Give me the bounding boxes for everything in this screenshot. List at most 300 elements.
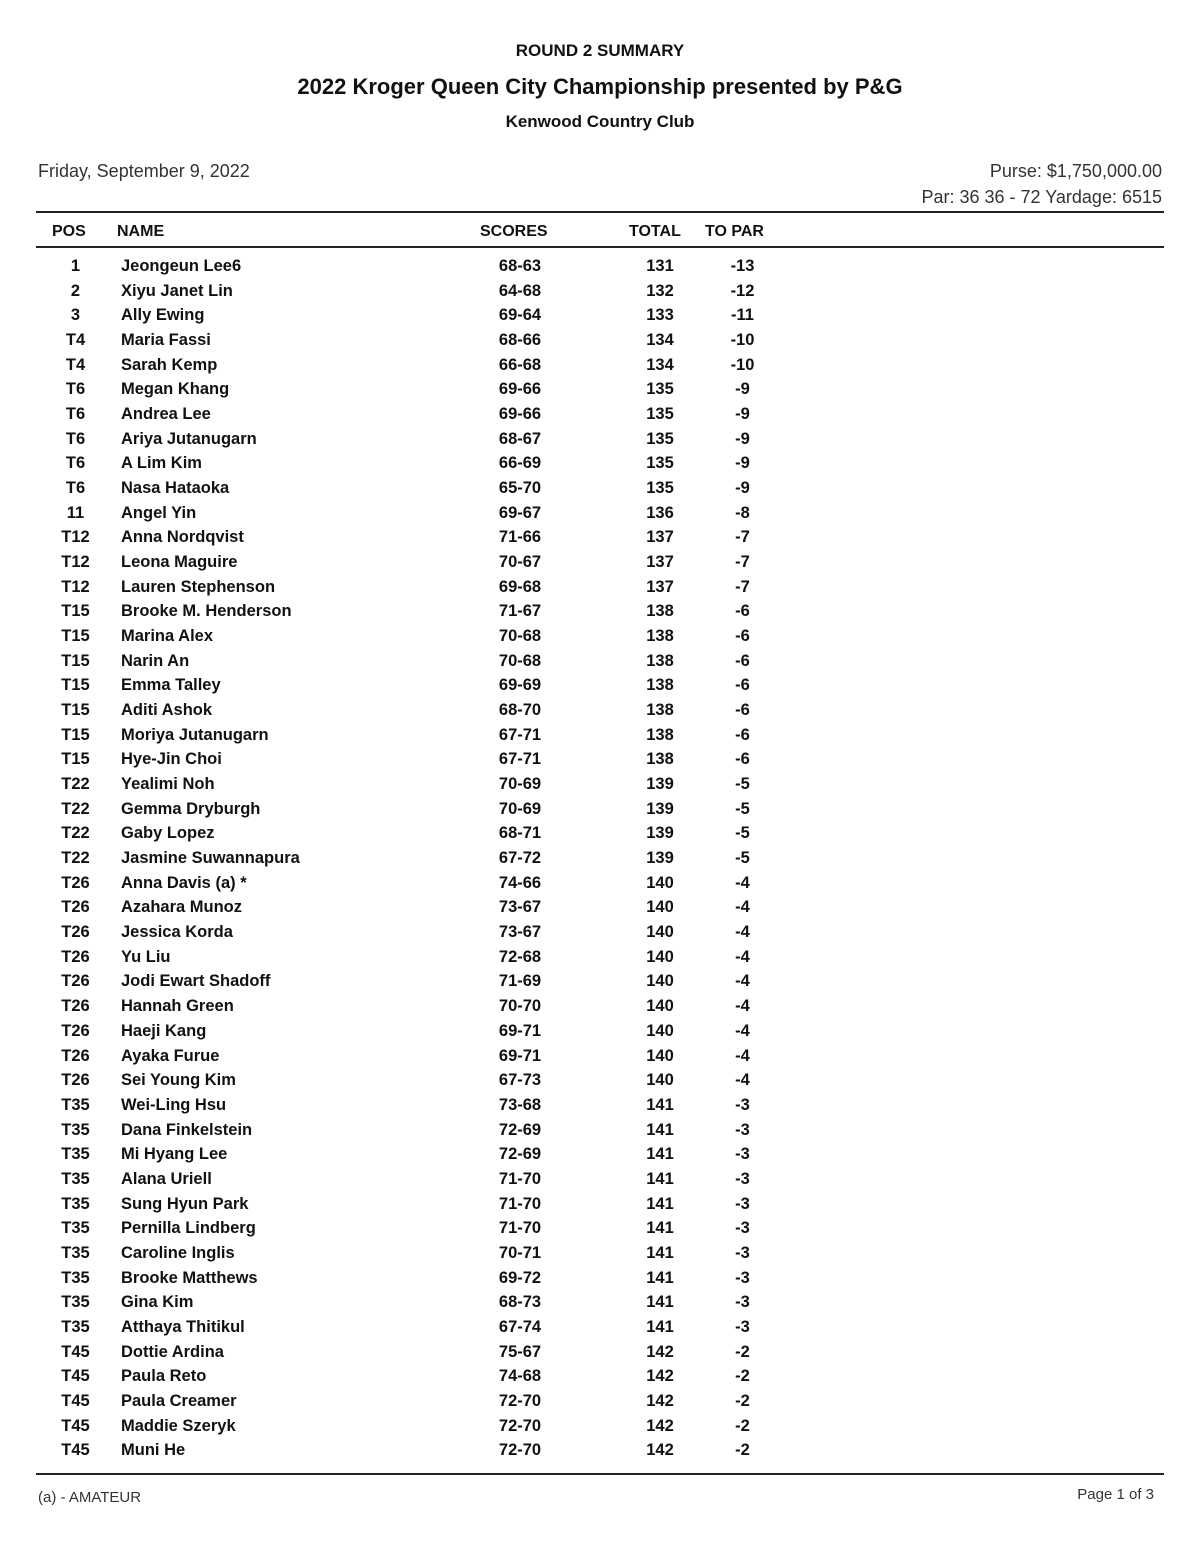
row-scores: 71-69: [498, 972, 542, 991]
row-to-par: -11: [731, 306, 754, 325]
table-row: [0, 971, 1200, 996]
row-total: 138: [646, 651, 674, 670]
table-row: [0, 1070, 1200, 1095]
row-pos: T45: [61, 1342, 90, 1361]
row-name: Wei-Ling Hsu: [121, 1095, 227, 1114]
header-divider: [36, 246, 1164, 248]
table-row: [0, 725, 1200, 750]
row-to-par: -3: [735, 1145, 750, 1164]
table-row: [0, 1095, 1200, 1120]
row-name: Leona Maguire: [121, 553, 238, 572]
row-to-par: -4: [735, 1021, 750, 1040]
row-total: 134: [646, 331, 674, 350]
table-row: [0, 799, 1200, 824]
row-total: 138: [646, 676, 674, 695]
row-to-par: -3: [735, 1169, 750, 1188]
row-total: 136: [646, 503, 674, 522]
row-to-par: -9: [735, 454, 750, 473]
row-name: Aditi Ashok: [121, 701, 213, 720]
row-scores: 72-68: [498, 947, 542, 966]
row-to-par: -3: [735, 1120, 750, 1139]
row-pos: T26: [61, 1071, 90, 1090]
table-row: [0, 1120, 1200, 1145]
row-pos: T4: [65, 355, 86, 374]
row-pos: T15: [61, 725, 90, 744]
row-pos: T15: [61, 627, 90, 646]
leaderboard-table: [0, 256, 1200, 1465]
row-scores: 71-70: [498, 1219, 542, 1238]
row-to-par: -7: [735, 577, 750, 596]
row-scores: 72-70: [498, 1391, 542, 1410]
table-row: [0, 429, 1200, 454]
row-total: 140: [646, 947, 674, 966]
row-total: 142: [646, 1391, 674, 1410]
column-header-to-par: TO PAR: [705, 223, 764, 240]
row-total: 142: [646, 1367, 674, 1386]
row-pos: T6: [65, 454, 86, 473]
row-scores: 67-72: [498, 849, 542, 868]
row-pos: T12: [61, 528, 90, 547]
row-scores: 71-70: [498, 1194, 542, 1213]
row-pos: T26: [61, 1046, 90, 1065]
row-to-par: -3: [735, 1293, 750, 1312]
table-row: [0, 897, 1200, 922]
row-name: Brooke Matthews: [121, 1268, 258, 1287]
row-to-par: -5: [735, 775, 750, 794]
row-name: Jodi Ewart Shadoff: [121, 972, 271, 991]
row-total: 140: [646, 923, 674, 942]
row-to-par: -2: [735, 1441, 750, 1460]
row-name: Alana Uriell: [121, 1169, 212, 1188]
column-header-pos: POS: [52, 223, 86, 240]
row-pos: T15: [61, 602, 90, 621]
row-pos: 2: [70, 281, 81, 300]
row-to-par: -3: [735, 1317, 750, 1336]
table-row: [0, 823, 1200, 848]
row-scores: 75-67: [498, 1342, 542, 1361]
row-total: 139: [646, 824, 674, 843]
row-pos: T15: [61, 651, 90, 670]
row-name: Andrea Lee: [121, 405, 211, 424]
row-pos: T45: [61, 1416, 90, 1435]
row-pos: T22: [61, 849, 90, 868]
row-to-par: -7: [735, 553, 750, 572]
row-name: Jasmine Suwannapura: [121, 849, 300, 868]
row-total: 137: [646, 553, 674, 572]
row-scores: 69-64: [498, 306, 542, 325]
row-pos: T22: [61, 799, 90, 818]
row-total: 137: [646, 577, 674, 596]
row-name: Gina Kim: [121, 1293, 194, 1312]
table-row: [0, 1144, 1200, 1169]
row-scores: 72-70: [498, 1416, 542, 1435]
row-total: 141: [646, 1095, 674, 1114]
amateur-footnote: (a) - AMATEUR: [38, 1489, 142, 1506]
row-pos: T35: [61, 1219, 90, 1238]
purse: Purse: $1,750,000.00: [989, 161, 1162, 181]
row-to-par: -4: [735, 947, 750, 966]
row-total: 138: [646, 725, 674, 744]
row-pos: T26: [61, 947, 90, 966]
row-pos: T26: [61, 972, 90, 991]
row-scores: 70-69: [498, 775, 542, 794]
column-header-row: [0, 223, 1200, 243]
row-to-par: -12: [730, 281, 755, 300]
row-scores: 69-71: [498, 1021, 542, 1040]
row-pos: T6: [65, 479, 86, 498]
row-total: 141: [646, 1317, 674, 1336]
row-name: Ariya Jutanugarn: [121, 429, 257, 448]
table-row: [0, 1391, 1200, 1416]
row-name: Dottie Ardina: [121, 1342, 224, 1361]
row-scores: 72-69: [498, 1145, 542, 1164]
row-total: 140: [646, 997, 674, 1016]
row-to-par: -4: [735, 972, 750, 991]
row-name: Lauren Stephenson: [121, 577, 276, 596]
row-to-par: -8: [735, 503, 750, 522]
row-total: 139: [646, 775, 674, 794]
table-row: [0, 552, 1200, 577]
column-header-name: NAME: [117, 223, 165, 240]
row-scores: 69-66: [498, 380, 542, 399]
row-name: Jessica Korda: [121, 923, 233, 942]
row-to-par: -6: [735, 627, 750, 646]
row-scores: 69-72: [498, 1268, 542, 1287]
row-scores: 68-67: [498, 429, 542, 448]
row-name: Brooke M. Henderson: [121, 602, 292, 621]
table-row: [0, 1194, 1200, 1219]
table-row: [0, 848, 1200, 873]
row-total: 141: [646, 1120, 674, 1139]
row-to-par: -13: [730, 257, 755, 275]
row-name: Sung Hyun Park: [121, 1194, 249, 1213]
row-name: Sei Young Kim: [121, 1071, 236, 1090]
row-to-par: -4: [735, 1071, 750, 1090]
table-row: [0, 1169, 1200, 1194]
row-total: 135: [646, 380, 674, 399]
row-to-par: -3: [735, 1194, 750, 1213]
row-to-par: -10: [730, 355, 755, 374]
row-pos: T35: [61, 1095, 90, 1114]
row-total: 139: [646, 799, 674, 818]
row-scores: 73-67: [498, 898, 542, 917]
row-total: 141: [646, 1169, 674, 1188]
row-to-par: -2: [735, 1367, 750, 1386]
table-row: [0, 1342, 1200, 1367]
table-row: [0, 281, 1200, 306]
row-name: Gaby Lopez: [121, 824, 215, 843]
row-scores: 64-68: [498, 281, 542, 300]
row-name: Nasa Hataoka: [121, 479, 230, 498]
row-pos: T22: [61, 824, 90, 843]
row-scores: 68-66: [498, 331, 542, 350]
row-to-par: -6: [735, 651, 750, 670]
table-row: [0, 1292, 1200, 1317]
row-scores: 74-66: [498, 873, 542, 892]
row-name: Hannah Green: [121, 997, 234, 1016]
table-row: [0, 404, 1200, 429]
row-total: 140: [646, 1071, 674, 1090]
row-pos: T22: [61, 775, 90, 794]
row-name: Gemma Dryburgh: [121, 799, 261, 818]
row-to-par: -9: [735, 380, 750, 399]
row-scores: 70-69: [498, 799, 542, 818]
row-total: 135: [646, 429, 674, 448]
row-to-par: -4: [735, 898, 750, 917]
row-name: Jeongeun Lee6: [121, 257, 242, 275]
table-row: [0, 651, 1200, 676]
row-name: A Lim Kim: [121, 454, 202, 473]
table-row: [0, 1440, 1200, 1465]
row-to-par: -7: [735, 528, 750, 547]
row-name: Ayaka Furue: [121, 1046, 220, 1065]
row-name: Megan Khang: [121, 380, 230, 399]
round-date: Friday, September 9, 2022: [38, 161, 250, 181]
row-to-par: -5: [735, 824, 750, 843]
row-total: 141: [646, 1145, 674, 1164]
row-name: Azahara Munoz: [121, 898, 243, 917]
row-total: 140: [646, 972, 674, 991]
row-total: 138: [646, 750, 674, 769]
table-row: [0, 700, 1200, 725]
row-pos: T12: [61, 553, 90, 572]
table-row: [0, 1366, 1200, 1391]
table-row: [0, 675, 1200, 700]
row-to-par: -6: [735, 701, 750, 720]
row-name: Anna Davis (a) *: [121, 873, 247, 892]
row-scores: 67-73: [498, 1071, 542, 1090]
row-pos: T12: [61, 577, 90, 596]
row-name: Marina Alex: [121, 627, 214, 646]
row-to-par: -4: [735, 997, 750, 1016]
row-total: 142: [646, 1441, 674, 1460]
table-row: [0, 774, 1200, 799]
row-name: Yealimi Noh: [121, 775, 215, 794]
row-total: 138: [646, 602, 674, 621]
row-name: Haeji Kang: [121, 1021, 207, 1040]
row-scores: 65-70: [498, 479, 542, 498]
row-scores: 70-70: [498, 997, 542, 1016]
par-yardage: Par: 36 36 - 72 Yardage: 6515: [921, 187, 1162, 207]
table-row: [0, 1218, 1200, 1243]
row-to-par: -10: [730, 331, 755, 350]
row-pos: T4: [65, 331, 86, 350]
row-to-par: -6: [735, 602, 750, 621]
row-scores: 68-73: [498, 1293, 542, 1312]
row-scores: 67-74: [498, 1317, 542, 1336]
row-pos: T26: [61, 898, 90, 917]
row-scores: 71-70: [498, 1169, 542, 1188]
row-pos: T26: [61, 873, 90, 892]
row-name: Yu Liu: [121, 947, 171, 966]
row-total: 135: [646, 479, 674, 498]
top-divider: [36, 211, 1164, 213]
row-pos: 11: [66, 503, 85, 522]
row-scores: 66-68: [498, 355, 542, 374]
row-to-par: -9: [735, 405, 750, 424]
table-row: [0, 503, 1200, 528]
table-row: [0, 1243, 1200, 1268]
row-pos: 3: [70, 306, 81, 325]
row-scores: 69-67: [498, 503, 542, 522]
row-scores: 72-69: [498, 1120, 542, 1139]
row-name: Xiyu Janet Lin: [121, 281, 233, 300]
event-title: 2022 Kroger Queen City Championship presented by P&G: [297, 74, 903, 99]
row-scores: 68-71: [498, 824, 542, 843]
row-name: Emma Talley: [121, 676, 221, 695]
row-scores: 73-67: [498, 923, 542, 942]
row-total: 141: [646, 1268, 674, 1287]
row-to-par: -5: [735, 799, 750, 818]
course-name: Kenwood Country Club: [505, 112, 695, 131]
row-name: Ally Ewing: [121, 306, 205, 325]
column-header-total: TOTAL: [629, 223, 681, 240]
row-scores: 68-70: [498, 701, 542, 720]
row-total: 140: [646, 873, 674, 892]
row-scores: 70-67: [498, 553, 542, 572]
row-total: 141: [646, 1219, 674, 1238]
row-to-par: -2: [735, 1416, 750, 1435]
row-pos: T6: [65, 380, 86, 399]
row-scores: 71-67: [498, 602, 542, 621]
table-row: [0, 749, 1200, 774]
row-scores: 74-68: [498, 1367, 542, 1386]
row-total: 135: [646, 405, 674, 424]
row-to-par: -4: [735, 1046, 750, 1065]
row-scores: 72-70: [498, 1441, 542, 1460]
row-to-par: -3: [735, 1095, 750, 1114]
row-to-par: -4: [735, 873, 750, 892]
row-to-par: -9: [735, 479, 750, 498]
row-scores: 69-69: [498, 676, 542, 695]
table-row: [0, 256, 1200, 281]
row-name: Muni He: [121, 1441, 186, 1460]
row-total: 134: [646, 355, 674, 374]
row-scores: 69-71: [498, 1046, 542, 1065]
page-number: Page 1 of 3: [1077, 1486, 1154, 1503]
row-pos: T6: [65, 405, 86, 424]
row-scores: 67-71: [498, 750, 542, 769]
row-name: Angel Yin: [121, 503, 197, 522]
row-total: 141: [646, 1293, 674, 1312]
row-name: Mi Hyang Lee: [121, 1145, 228, 1164]
row-total: 139: [646, 849, 674, 868]
row-pos: T15: [61, 676, 90, 695]
row-total: 140: [646, 1021, 674, 1040]
row-pos: T35: [61, 1145, 90, 1164]
row-to-par: -6: [735, 676, 750, 695]
row-pos: T45: [61, 1441, 90, 1460]
row-pos: T6: [65, 429, 86, 448]
row-to-par: -2: [735, 1391, 750, 1410]
row-total: 141: [646, 1243, 674, 1262]
row-scores: 69-66: [498, 405, 542, 424]
row-pos: T26: [61, 1021, 90, 1040]
row-total: 141: [646, 1194, 674, 1213]
row-total: 131: [646, 257, 674, 275]
round-title: ROUND 2 SUMMARY: [515, 41, 685, 60]
row-pos: T15: [61, 750, 90, 769]
row-total: 140: [646, 898, 674, 917]
row-name: Caroline Inglis: [121, 1243, 235, 1262]
table-row: [0, 996, 1200, 1021]
table-row: [0, 1046, 1200, 1071]
row-pos: T15: [61, 701, 90, 720]
row-name: Paula Reto: [121, 1367, 207, 1386]
bottom-divider: [36, 1473, 1164, 1475]
table-row: [0, 1021, 1200, 1046]
table-row: [0, 1416, 1200, 1441]
row-scores: 70-68: [498, 651, 542, 670]
row-name: Maddie Szeryk: [121, 1416, 236, 1435]
row-total: 142: [646, 1342, 674, 1361]
row-pos: T45: [61, 1367, 90, 1386]
row-to-par: -6: [735, 750, 750, 769]
row-name: Anna Nordqvist: [121, 528, 244, 547]
row-to-par: -3: [735, 1268, 750, 1287]
row-to-par: -2: [735, 1342, 750, 1361]
row-pos: T26: [61, 997, 90, 1016]
row-pos: T26: [61, 923, 90, 942]
table-row: [0, 922, 1200, 947]
row-pos: 1: [70, 257, 81, 275]
row-total: 138: [646, 701, 674, 720]
row-total: 133: [646, 306, 674, 325]
row-pos: T35: [61, 1268, 90, 1287]
row-to-par: -6: [735, 725, 750, 744]
row-pos: T35: [61, 1293, 90, 1312]
row-name: Pernilla Lindberg: [121, 1219, 256, 1238]
row-name: Moriya Jutanugarn: [121, 725, 269, 744]
row-total: 140: [646, 1046, 674, 1065]
table-row: [0, 626, 1200, 651]
row-name: Sarah Kemp: [121, 355, 218, 374]
row-pos: T35: [61, 1169, 90, 1188]
table-row: [0, 873, 1200, 898]
table-row: [0, 330, 1200, 355]
row-scores: 66-69: [498, 454, 542, 473]
table-row: [0, 478, 1200, 503]
row-total: 135: [646, 454, 674, 473]
row-pos: T35: [61, 1120, 90, 1139]
table-row: [0, 379, 1200, 404]
row-scores: 68-63: [498, 257, 542, 275]
row-name: Atthaya Thitikul: [121, 1317, 245, 1336]
row-scores: 73-68: [498, 1095, 542, 1114]
table-row: [0, 355, 1200, 380]
row-to-par: -3: [735, 1243, 750, 1262]
row-total: 138: [646, 627, 674, 646]
row-total: 137: [646, 528, 674, 547]
row-pos: T35: [61, 1194, 90, 1213]
row-total: 132: [646, 281, 674, 300]
row-pos: T45: [61, 1391, 90, 1410]
row-scores: 69-68: [498, 577, 542, 596]
row-to-par: -3: [735, 1219, 750, 1238]
row-to-par: -9: [735, 429, 750, 448]
column-header-scores: SCORES: [480, 223, 548, 240]
row-name: Narin An: [121, 651, 190, 670]
row-to-par: -5: [735, 849, 750, 868]
row-pos: T35: [61, 1317, 90, 1336]
row-to-par: -4: [735, 923, 750, 942]
table-row: [0, 1317, 1200, 1342]
row-name: Dana Finkelstein: [121, 1120, 253, 1139]
table-row: [0, 527, 1200, 552]
table-row: [0, 947, 1200, 972]
table-row: [0, 601, 1200, 626]
table-row: [0, 305, 1200, 330]
